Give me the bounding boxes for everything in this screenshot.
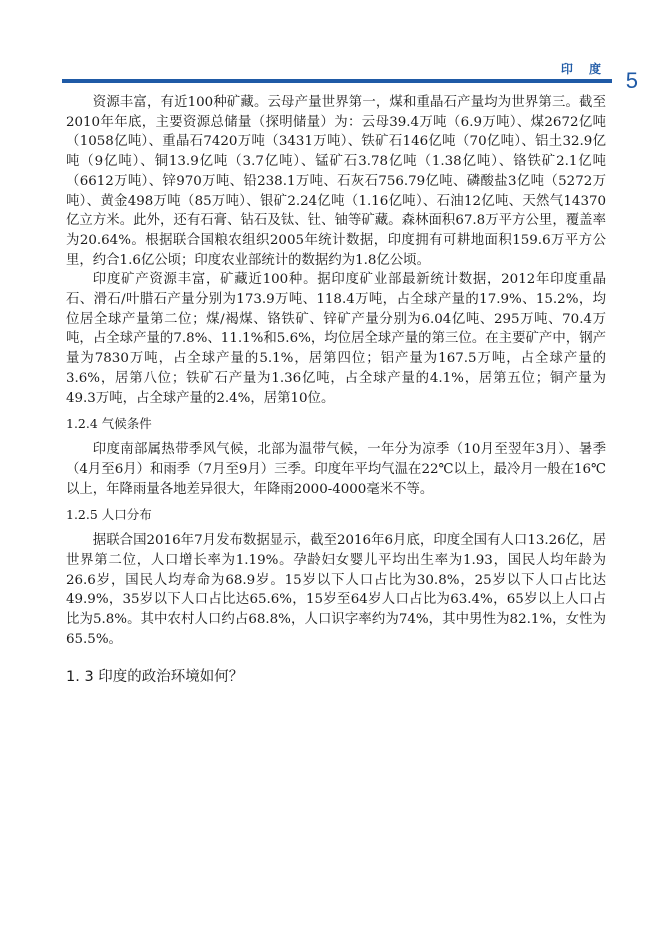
section-heading: 1. 3 印度的政治环境如何？ bbox=[66, 668, 244, 685]
minerals-paragraph: 印度矿产资源丰富，矿藏近100种。据印度矿业部最新统计数据，2012年印度重晶石、滑石/叶腊石产量分别为173.9万吨、118.4万吨，占全球产量的17.9%、15.2%，均位居全球产量第二位；煤/褐煤、铬铁矿、锌矿产量分别为6.04亿吨、295万吨、70.4万吨，占全球产量的7.8%、11.1%和5.6%，均位居全球产量的第三位。在主要矿产中，钢产量为7830万吨，占全球产量的5.1%，居第四位；铝产量为167.5万吨，占全球产量的3.6%，居第八位；铁矿石产量为1.36亿吨，占全球产量的4.1%，居第五位；铜产量为49.3万吨，占全球产量的2.4%，居第10位。 bbox=[66, 272, 606, 406]
population-heading: 1.2.5 人口分布 bbox=[66, 507, 152, 523]
header-rule bbox=[62, 79, 612, 83]
climate-heading: 1.2.4 气候条件 bbox=[66, 416, 152, 432]
climate-paragraph: 印度南部属热带季风气候，北部为温带气候，一年分为凉季（10月至翌年3月）、暑季（4月至6月）和雨季（7月至9月）三季。印度年平均气温在22℃以上，最冷月一般在16℃以上，年降雨量各地差异很大，年降雨2000-4000毫米不等。 bbox=[66, 442, 607, 497]
resources-paragraph: 资源丰富，有近100种矿藏。云母产量世界第一，煤和重晶石产量均为世界第三。截至2010年年底，主要资源总储量（探明储量）为：云母39.4万吨（6.9万吨）、煤2672亿吨（1058亿吨）、重晶石7420万吨（3431万吨）、铁矿石146亿吨（70亿吨）、铝土32.9亿吨（9亿吨）、铜13.9亿吨（3.7亿吨）、锰矿石3.78亿吨（1.38亿吨）、铬铁矿2.1亿吨（6612万吨）、锌970万吨、铅238.1万吨、石灰石756.79亿吨、磷酸盐3亿吨（5272万吨）、黄金498万吨（85万吨）、银矿2.24亿吨（1.16亿吨）、石油12亿吨、天然气14370亿立方米。此外，还有石膏、钻石及钛、钍、铀等矿藏。森林面积67.8万平方公里，覆盖率为20.64%。根据联合国粮农组织2005年统计数据，印度拥有可耕地面积159.6万平方公里，约合1.6亿公顷；印度农业部统计的数据约为1.8亿公顷。 bbox=[66, 95, 606, 268]
population-paragraph: 据联合国2016年7月发布数据显示，截至2016年6月底，印度全国有人口13.26亿，居世界第二位，人口增长率为1.19%。孕龄妇女婴儿平均出生率为1.93，国民人均年龄为26.6岁，国民人均寿命为68.9岁。15岁以下人口占比为30.8%，25岁以下人口占比达49.9%，35岁以下人口占比达65.6%，15岁至64岁人口占比为63.4%，65岁以上人口占比为5.8%。其中农村人口约占68.8%，人口识字率约为74%，其中男性为82.1%，女性为65.5%。 bbox=[66, 533, 606, 647]
page-content bbox=[66, 93, 606, 688]
running-header-title: 印 度 bbox=[560, 62, 607, 76]
page-number: 5 bbox=[625, 68, 638, 93]
